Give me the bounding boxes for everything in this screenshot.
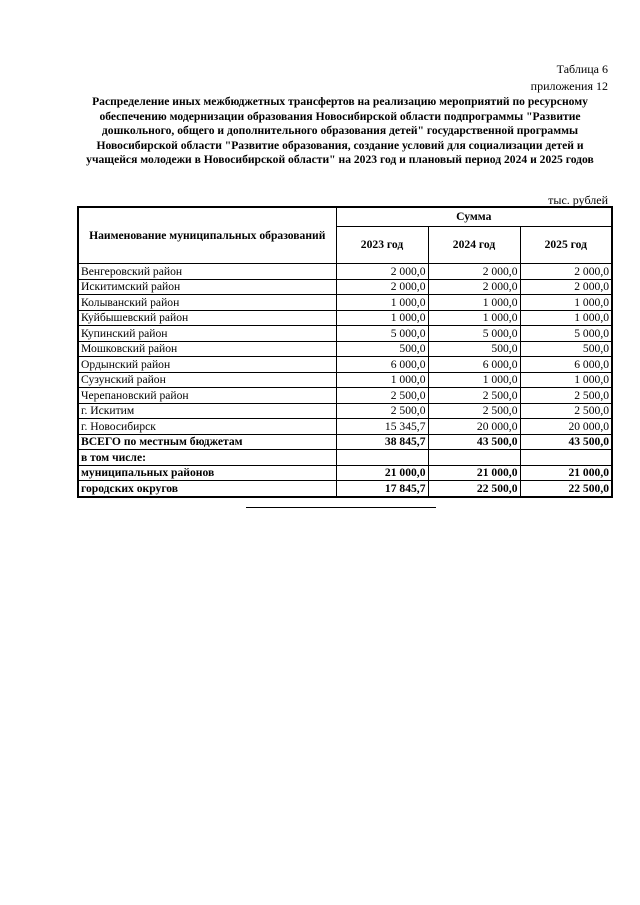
row-value: 20 000,0 — [428, 419, 520, 435]
row-value: 1 000,0 — [428, 310, 520, 326]
row-name: Ордынский район — [78, 357, 336, 373]
row-value: 2 000,0 — [520, 264, 612, 280]
table-row — [78, 357, 612, 373]
row-name: г. Новосибирск — [78, 419, 336, 435]
row-value: 21 000,0 — [336, 465, 428, 481]
row-value: 1 000,0 — [428, 372, 520, 388]
row-name: Венгеровский район — [78, 264, 336, 280]
row-name: ВСЕГО по местным бюджетам — [78, 434, 336, 450]
table-row — [78, 481, 612, 497]
table-row — [78, 326, 612, 342]
row-value: 500,0 — [428, 341, 520, 357]
row-name: Колыванский район — [78, 295, 336, 311]
row-value: 1 000,0 — [520, 310, 612, 326]
table-label: Таблица 6 — [556, 62, 608, 76]
row-value: 2 000,0 — [336, 264, 428, 280]
col-header-year: 2024 год — [428, 227, 520, 264]
row-name: Искитимский район — [78, 279, 336, 295]
document-title: Распределение иных межбюджетных трансфертов на реализацию мероприятий по ресурсному обеспечению модернизации образования Новосибирской области подпрограммы "Развитие дошкольного, общего и дополнительного образования детей" государственной программы Новосибирской области "Развитие образования, создание условий для социализации детей и учащейся молодежи в Новосибирской области" на 2023 год и плановый период 2024 и 2025 годов — [86, 95, 594, 167]
row-value: 6 000,0 — [520, 357, 612, 373]
table-row — [78, 403, 612, 419]
row-value: 5 000,0 — [428, 326, 520, 342]
row-name: Сузунский район — [78, 372, 336, 388]
row-value: 2 000,0 — [428, 264, 520, 280]
appendix-label: приложения 12 — [530, 79, 608, 93]
col-header-year: 2025 год — [520, 227, 612, 264]
row-value: 21 000,0 — [520, 465, 612, 481]
row-value: 500,0 — [336, 341, 428, 357]
row-value: 2 500,0 — [336, 403, 428, 419]
row-value: 5 000,0 — [520, 326, 612, 342]
table-row — [78, 388, 612, 404]
row-value: 2 000,0 — [428, 279, 520, 295]
table-row — [78, 434, 612, 450]
row-name: муниципальных районов — [78, 465, 336, 481]
row-value: 38 845,7 — [336, 434, 428, 450]
row-value: 43 500,0 — [428, 434, 520, 450]
row-value: 15 345,7 — [336, 419, 428, 435]
row-value: 2 000,0 — [520, 279, 612, 295]
col-header-name: Наименование муниципальных образований — [78, 207, 336, 264]
separator-line — [246, 507, 436, 508]
table-row — [78, 419, 612, 435]
row-value: 6 000,0 — [336, 357, 428, 373]
row-value: 5 000,0 — [336, 326, 428, 342]
row-value: 1 000,0 — [336, 372, 428, 388]
col-header-sum: Сумма — [336, 207, 612, 227]
row-value: 21 000,0 — [428, 465, 520, 481]
table-row — [78, 264, 612, 280]
row-value: 2 500,0 — [428, 388, 520, 404]
units-label: тыс. рублей — [548, 193, 608, 207]
table-row — [78, 295, 612, 311]
row-value — [428, 450, 520, 466]
row-value: 1 000,0 — [520, 295, 612, 311]
row-value — [520, 450, 612, 466]
row-value: 500,0 — [520, 341, 612, 357]
row-name: г. Искитим — [78, 403, 336, 419]
row-value: 1 000,0 — [336, 295, 428, 311]
row-value: 2 500,0 — [520, 403, 612, 419]
table-row — [78, 279, 612, 295]
row-value — [336, 450, 428, 466]
row-value: 17 845,7 — [336, 481, 428, 497]
row-value: 1 000,0 — [520, 372, 612, 388]
row-name: Купинский район — [78, 326, 336, 342]
row-value: 2 000,0 — [336, 279, 428, 295]
row-value: 22 500,0 — [520, 481, 612, 497]
table-row — [78, 372, 612, 388]
row-value: 6 000,0 — [428, 357, 520, 373]
row-name: Куйбышевский район — [78, 310, 336, 326]
row-value: 1 000,0 — [336, 310, 428, 326]
row-value: 2 500,0 — [520, 388, 612, 404]
row-value: 22 500,0 — [428, 481, 520, 497]
row-value: 1 000,0 — [428, 295, 520, 311]
row-name: Черепановский район — [78, 388, 336, 404]
table-row — [78, 465, 612, 481]
row-name: городских округов — [78, 481, 336, 497]
row-value: 2 500,0 — [336, 388, 428, 404]
table-row — [78, 310, 612, 326]
table-body — [78, 264, 612, 497]
table-row — [78, 341, 612, 357]
transfers-table — [77, 206, 613, 498]
row-name: в том числе: — [78, 450, 336, 466]
row-value: 2 500,0 — [428, 403, 520, 419]
col-header-year: 2023 год — [336, 227, 428, 264]
row-value: 43 500,0 — [520, 434, 612, 450]
table-row — [78, 450, 612, 466]
row-name: Мошковский район — [78, 341, 336, 357]
row-value: 20 000,0 — [520, 419, 612, 435]
